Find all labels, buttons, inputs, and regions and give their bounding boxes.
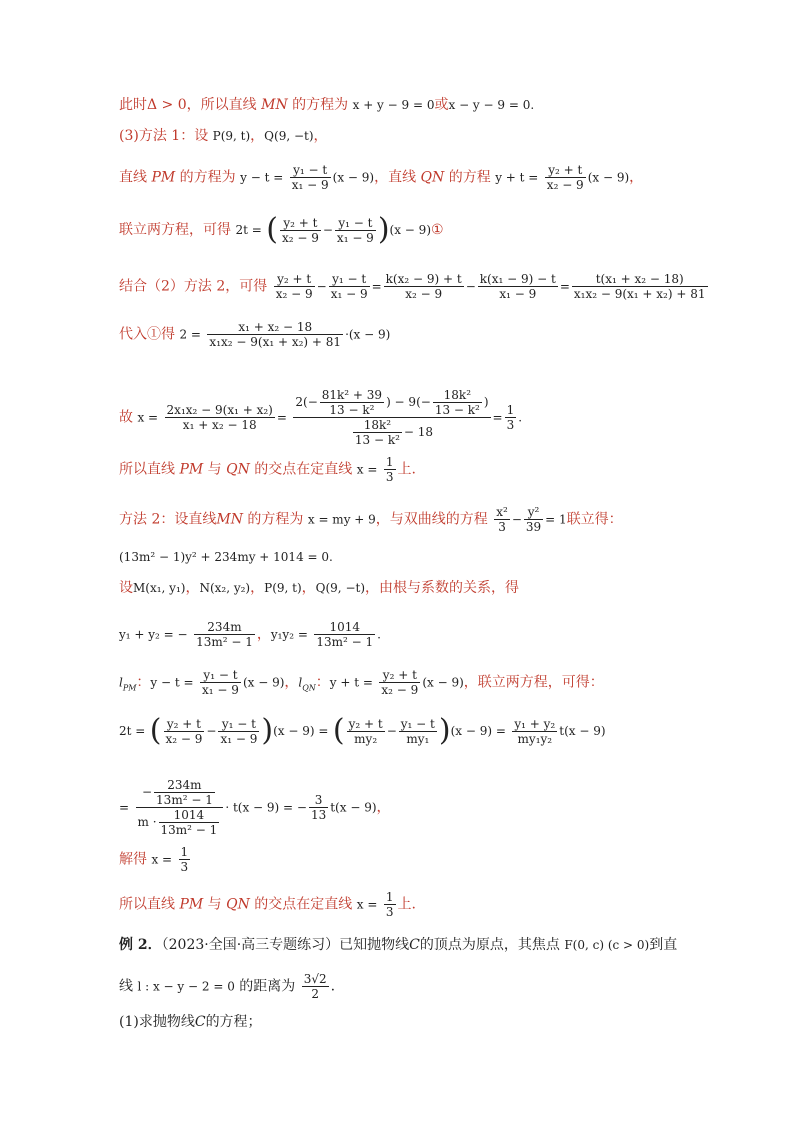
fraction: $\frac{\text{k(x₁ − 9) − t}}{\text{x₁ − 9}}$ — [479, 272, 556, 301]
line-14: 2t = ( $\frac{\text{y₂ + t}}{\text{x₂ − 9}}$ − $\frac{\text{y₁ − t}}{\text{x₁ − 9}}$ )(x − 9) = ( $\frac{\text{y₂ + t}}{\text{my₂}}$ − $\frac{\text{y₁ − t}}{\text{my₁}}$ )(x − 9) = $\frac{\text{y₁ + y₂}}{\text{my₁y₂}}$ t(x − 9) — [119, 713, 606, 748]
fraction: $\frac{\text{y₂ + t}}{\text{my₂}}$ — [348, 716, 383, 746]
fraction: $\frac{\text{x₁ + x₂ − 18}}{\text{x₁x₂ − 9(x₁ + x₂) + 81}}$ — [209, 320, 342, 349]
line-6: 代入①得 2 = $\frac{\text{x₁ + x₂ − 18}}{\text{x₁x₂ − 9(x₁ + x₂) + 81}}$ ·(x − 9) — [119, 320, 391, 349]
fraction: $\frac{1}{3}$ — [385, 455, 394, 484]
line-11: 设M(x₁, y₁)，N(x₂, y₂)，P(9, t)，Q(9, −t)，由根与系数的关系，得 — [119, 580, 519, 596]
line-10: (13m² − 1)y² + 234my + 1014 = 0. — [119, 550, 333, 564]
line-12: y₁ + y₂ = − $\frac{234m}{\text{13m² − 1}}$ ，y₁y₂ = $\frac{1014}{\text{13m² − 1}}$ . — [119, 620, 381, 649]
line-18: 例 2．（2023·全国·高三专题练习）已知抛物线C的顶点为原点，其焦点 F(0, c) (c > 0)到直 — [119, 937, 678, 953]
fraction: $\frac{\text{x²}}{3}$ — [496, 505, 508, 534]
line-17: 所以直线 PM 与 QN 的交点在定直线 x = $\frac{1}{3}$ 上. — [119, 890, 416, 919]
fraction: $\frac{\text{y₁ − t}}{\text{x₁ − 9}}$ — [330, 272, 368, 301]
fraction: $\frac{\text{t(x₁ + x₂ − 18)}}{\text{x₁x₂ − 9(x₁ + x₂) + 81}}$ — [573, 272, 706, 301]
fraction: $\frac{\text{y₁ − t}}{\text{my₁}}$ — [400, 716, 435, 746]
line-8: 所以直线 PM 与 QN 的交点在定直线 x = $\frac{1}{3}$ 上. — [119, 455, 416, 484]
line-3: 直线 PM 的方程为 y − t = $\frac{\text{y₁ − t}}{\text{x₁ − 9}}$ (x − 9)，直线 QN 的方程 y + t = $\frac{\text{y₂ + t}}{\text{x₂ − 9}}$ (x − 9)， — [119, 163, 644, 192]
fraction: $\frac{234m}{\text{13m² − 1}}$ — [196, 620, 253, 649]
fraction: $\frac{1014}{\text{13m² − 1}}$ — [316, 620, 374, 649]
fraction: $\frac{\text{y₂ + t}}{\text{x₂ − 9}}$ — [165, 716, 203, 746]
line-1: 此时Δ > 0，所以直线 MN 的方程为 x + y − 9 = 0或x − y − 9 = 0. — [119, 97, 535, 113]
big-fraction: − $\frac{234m}{\text{13m² − 1}}$ m · $\frac{1014}{\text{13m² − 1}}$ — [136, 778, 224, 837]
fraction: $\frac{\text{y₂ + t}}{\text{x₂ − 9}}$ — [275, 272, 313, 301]
fraction: $\frac{\text{k(x₂ − 9) + t}}{\text{x₂ − 9}}$ — [385, 272, 462, 301]
fraction: $\frac{\text{y₁ − t}}{\text{x₁ − 9}}$ — [220, 716, 258, 746]
big-fraction: 2(− $\frac{\text{81k² + 39}}{\text{13 − k²}}$ ) − 9(− $\frac{\text{18k²}}{\text{13 − k²}}$ ) $\frac{\text{18k²}}{\text{13 − k²}}$ − 18 — [295, 388, 489, 447]
fraction: $\frac{\text{y₁ − t}}{\text{x₁ − 9}}$ — [336, 215, 374, 245]
line-4: 联立两方程，可得 2t = ( $\frac{\text{y₂ + t}}{\text{x₂ − 9}}$ − $\frac{\text{y₁ − t}}{\text{x₁ − 9}}$ )(x − 9)① — [119, 212, 444, 247]
fraction: $\frac{1}{3}$ — [385, 890, 394, 919]
fraction: $\frac{\text{y²}}{39}$ — [525, 505, 542, 534]
fraction: $\frac{\text{y₁ + y₂}}{\text{my₁y₂}}$ — [514, 716, 556, 746]
line-9: 方法 2：设直线MN 的方程为 x = my + 9，与双曲线的方程 $\frac{\text{x²}}{3}$ − $\frac{\text{y²}}{39}$ = 1联立得： — [119, 505, 623, 534]
line-19: 线 l : x − y − 2 = 0 的距离为 $\frac{3√2}{2}$ . — [119, 972, 336, 1001]
fraction: $\frac{3}{13}$ — [310, 793, 327, 822]
line-20: (1)求抛物线C的方程； — [119, 1014, 262, 1030]
fraction: $\frac{\text{y₂ + t}}{\text{x₂ − 9}}$ — [381, 668, 419, 697]
line-13: $l_{PM}$：y − t = $\frac{\text{y₁ − t}}{\text{x₁ − 9}}$ (x − 9)，$l_{QN}$：y + t = $\frac{\text{y₂ + t}}{\text{x₂ − 9}}$ (x − 9)，联立两方程，可得： — [119, 668, 604, 697]
fraction: $\frac{1}{3}$ — [506, 403, 515, 432]
line-2: (3)方法 1：设 P(9, t)，Q(9, −t)， — [119, 128, 328, 144]
line-5: 结合（2）方法 2，可得 $\frac{\text{y₂ + t}}{\text{x₂ − 9}}$ − $\frac{\text{y₁ − t}}{\text{x₁ − 9}}$ = $\frac{\text{k(x₂ − 9) + t}}{\text{x₂ − 9}}$ − $\frac{\text{k(x₁ − 9) − t}}{\text{x₁ − 9}}$ = $\frac{\text{t(x₁ + x₂ − 18)}}{\text{x₁x₂ − 9(x₁ + x₂) + 81}}$ — [119, 272, 706, 301]
fraction: $\frac{\text{y₂ + t}}{\text{x₂ − 9}}$ — [281, 215, 319, 245]
line-16: 解得 x = $\frac{1}{3}$ — [119, 845, 189, 874]
fraction: $\frac{\text{y₁ − t}}{\text{x₁ − 9}}$ — [291, 163, 329, 192]
line-15: = − $\frac{234m}{\text{13m² − 1}}$ m · $\frac{1014}{\text{13m² − 1}}$ · t(x − 9) = − $\frac{3}{13}$ t(x − 9)， — [119, 778, 391, 837]
fraction: $\frac{\text{2x₁x₂ − 9(x₁ + x₂)}}{\text{x₁ + x₂ − 18}}$ — [166, 403, 273, 432]
fraction: $\frac{1}{3}$ — [180, 845, 189, 874]
fraction: $\frac{\text{y₂ + t}}{\text{x₂ − 9}}$ — [546, 163, 584, 192]
fraction: $\frac{\text{y₁ − t}}{\text{x₁ − 9}}$ — [202, 668, 239, 697]
line-7: 故 x = $\frac{\text{2x₁x₂ − 9(x₁ + x₂)}}{\text{x₁ + x₂ − 18}}$ = 2(− $\frac{\text{81k² + 39}}{\text{13 − k²}}$ ) − 9(− $\frac{\text{18k²}}{\text{13 − k²}}$ ) $\frac{\text{18k²}}{\text{13 − k²}}$ − 18 = $\frac{1}{3}$ . — [119, 388, 523, 447]
fraction: $\frac{3√2}{2}$ — [303, 972, 327, 1001]
